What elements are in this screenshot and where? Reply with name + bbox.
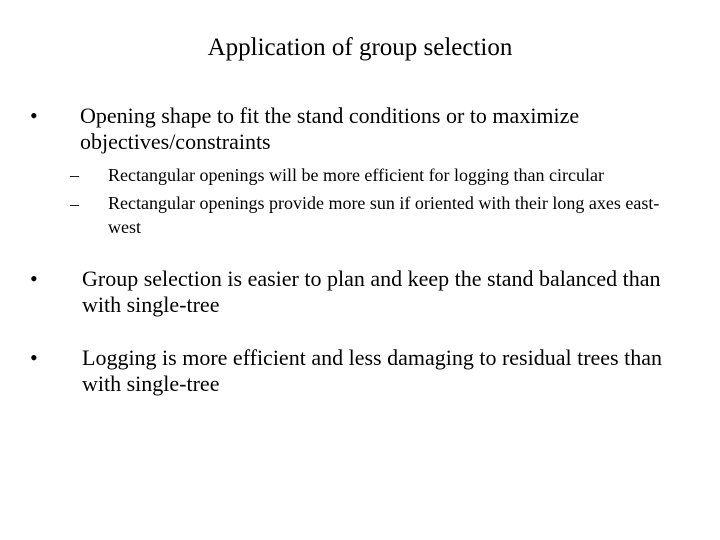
bullet-marker: • (30, 345, 38, 370)
bullet-text: Group selection is easier to plan and keep the stand balanced than with single-tree (82, 266, 661, 317)
sub-bullet-marker: – (70, 194, 79, 214)
bullet-marker: • (30, 103, 38, 128)
bullet-marker: • (30, 266, 38, 291)
sub-bullet-text: Rectangular openings will be more efficient for logging than circular (108, 165, 605, 185)
sub-bullet-marker: – (70, 165, 79, 185)
bullet-text: Logging is more efficient and less damaging to residual trees than with single-tree (82, 345, 662, 396)
slide-title: Application of group selection (207, 34, 513, 61)
sub-bullet-text: Rectangular openings provide more sun if oriented with their long axes east-west (108, 193, 660, 237)
bullet-text: Opening shape to fit the stand conditions or to maximize objectives/constraints (80, 103, 580, 154)
